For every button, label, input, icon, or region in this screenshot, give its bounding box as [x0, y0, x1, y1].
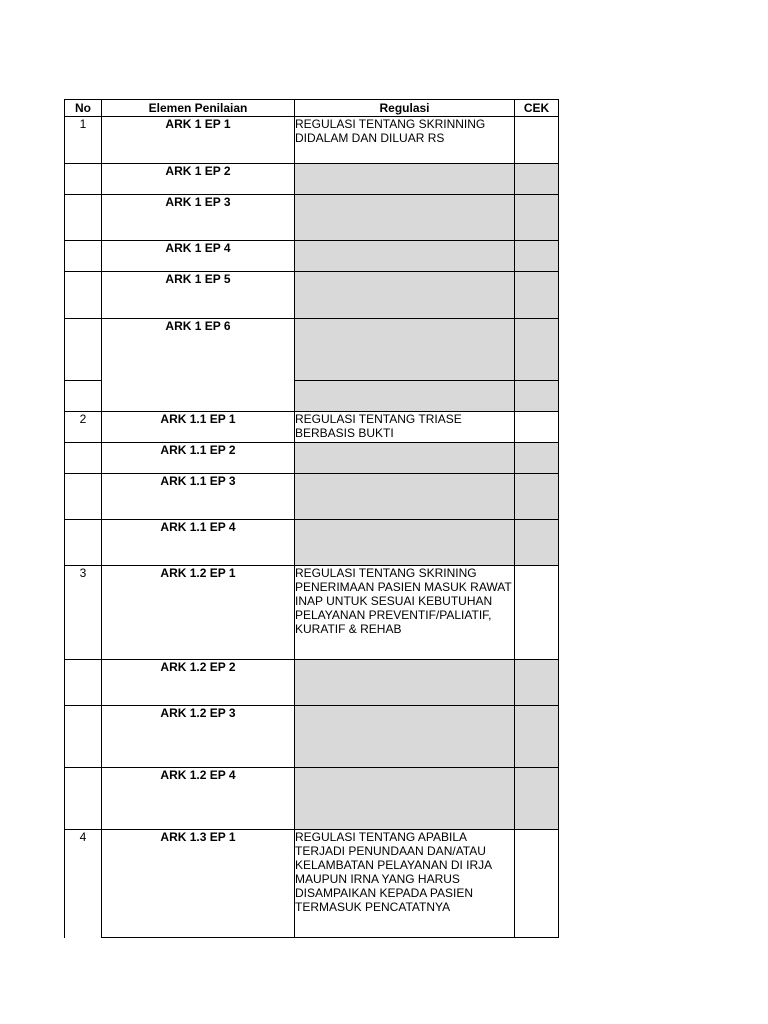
cek-cell[interactable]	[515, 520, 559, 566]
elemen-cell: ARK 1 EP 3	[102, 195, 295, 241]
table-row	[65, 520, 559, 566]
regulasi-cell[interactable]: REGULASI TENTANG SKRINNING DIDALAM DAN DILUAR RS	[295, 117, 515, 164]
regulasi-cell[interactable]: REGULASI TENTANG TRIASE BERBASIS BUKTI	[295, 412, 515, 443]
elemen-cell: ARK 1 EP 2	[102, 164, 295, 195]
elemen-cell: ARK 1.1 EP 2	[102, 443, 295, 474]
cek-cell[interactable]	[515, 241, 559, 272]
table-row	[65, 412, 559, 443]
regulasi-cell[interactable]	[295, 768, 515, 830]
header-elemen: Elemen Penilaian	[102, 100, 295, 117]
table-row	[65, 474, 559, 520]
assessment-table	[64, 99, 559, 938]
table-row	[65, 830, 559, 938]
row-number-blank	[65, 768, 102, 830]
row-number-blank	[65, 195, 102, 241]
elemen-cell: ARK 1 EP 4	[102, 241, 295, 272]
cek-cell[interactable]	[515, 319, 559, 381]
header-cek: CEK	[515, 100, 559, 117]
row-number: 3	[65, 566, 102, 660]
header-regulasi: Regulasi	[295, 100, 515, 117]
table-row	[65, 768, 559, 830]
row-number-blank	[65, 381, 102, 412]
row-number: 2	[65, 412, 102, 443]
regulasi-cell[interactable]	[295, 474, 515, 520]
regulasi-cell[interactable]	[295, 443, 515, 474]
elemen-cell: ARK 1.2 EP 1	[102, 566, 295, 660]
elemen-cell: ARK 1.3 EP 1	[102, 830, 295, 938]
regulasi-cell[interactable]	[295, 319, 515, 381]
elemen-cell: ARK 1.1 EP 3	[102, 474, 295, 520]
cek-cell[interactable]	[515, 117, 559, 164]
cek-cell[interactable]	[515, 272, 559, 319]
table-row	[65, 117, 559, 164]
table-row	[65, 706, 559, 768]
header-row	[65, 100, 559, 117]
elemen-cell: ARK 1.2 EP 4	[102, 768, 295, 830]
row-number-blank	[65, 272, 102, 319]
row-number-blank	[65, 474, 102, 520]
table-row	[65, 319, 559, 381]
row-number-blank	[65, 443, 102, 474]
cek-cell[interactable]	[515, 830, 559, 938]
regulasi-cell[interactable]	[295, 272, 515, 319]
cek-cell[interactable]	[515, 164, 559, 195]
table-row	[65, 164, 559, 195]
regulasi-cell[interactable]	[295, 164, 515, 195]
row-number-blank	[65, 319, 102, 381]
cek-cell[interactable]	[515, 381, 559, 412]
cek-cell[interactable]	[515, 768, 559, 830]
regulasi-cell[interactable]	[295, 706, 515, 768]
elemen-cell: ARK 1 EP 5	[102, 272, 295, 319]
regulasi-cell[interactable]	[295, 241, 515, 272]
regulasi-cell[interactable]	[295, 660, 515, 706]
elemen-cell: ARK 1 EP 1	[102, 117, 295, 164]
row-number-blank	[65, 706, 102, 768]
elemen-cell: ARK 1.1 EP 1	[102, 412, 295, 443]
table-row	[65, 272, 559, 319]
table-row	[65, 195, 559, 241]
regulasi-cell[interactable]: REGULASI TENTANG APABILA TERJADI PENUNDAAN DAN/ATAU KELAMBATAN PELAYANAN DI IRJA MAUPUN IRNA YANG HARUS DISAMPAIKAN KEPADA PASIEN TERMASUK PENCATATNYA	[295, 830, 515, 938]
regulasi-cell[interactable]: REGULASI TENTANG SKRINING PENERIMAAN PASIEN MASUK RAWAT INAP UNTUK SESUAI KEBUTUHAN PELAYANAN PREVENTIF/PALIATIF, KURATIF & REHAB	[295, 566, 515, 660]
header-no: No	[65, 100, 102, 117]
regulasi-cell[interactable]	[295, 195, 515, 241]
row-number-blank	[65, 241, 102, 272]
row-number-blank	[65, 520, 102, 566]
cek-cell[interactable]	[515, 660, 559, 706]
elemen-cell: ARK 1 EP 6	[102, 319, 295, 412]
cek-cell[interactable]	[515, 412, 559, 443]
elemen-cell: ARK 1.2 EP 2	[102, 660, 295, 706]
regulasi-cell-extra[interactable]	[295, 381, 515, 412]
regulasi-cell[interactable]	[295, 520, 515, 566]
row-number-blank	[65, 164, 102, 195]
table-row	[65, 660, 559, 706]
table-row	[65, 566, 559, 660]
elemen-cell: ARK 1.2 EP 3	[102, 706, 295, 768]
cek-cell[interactable]	[515, 474, 559, 520]
cek-cell[interactable]	[515, 443, 559, 474]
cek-cell[interactable]	[515, 706, 559, 768]
row-number-blank	[65, 660, 102, 706]
elemen-cell: ARK 1.1 EP 4	[102, 520, 295, 566]
table-row	[65, 241, 559, 272]
row-number: 4	[65, 830, 102, 938]
cek-cell[interactable]	[515, 195, 559, 241]
row-number: 1	[65, 117, 102, 164]
table-row	[65, 443, 559, 474]
cek-cell[interactable]	[515, 566, 559, 660]
